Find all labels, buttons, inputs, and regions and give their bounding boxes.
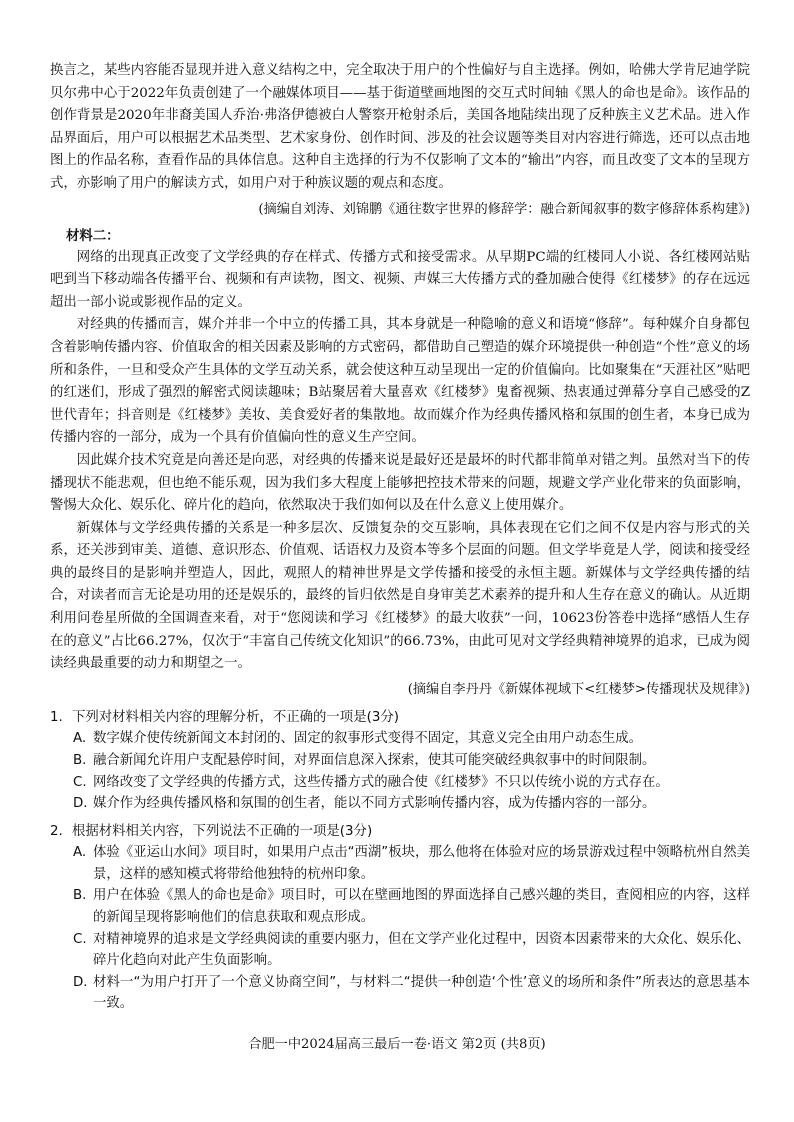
question-1	[50, 707, 750, 815]
option-text: 体验《亚运山水间》项目时，如果用户点击“西湖”板块，那么他将在体验对应的场景游戏过程中领略杭州自然美景，这样的感知模式将带给他独特的杭州印象。	[93, 845, 750, 882]
material2-paragraph: 新媒体与文学经典传播的关系是一种多层次、反馈复杂的交互影响，具体表现在它们之间不仅是内容与形式的关系，还关涉到审美、道德、意识形态、价值观、话语权力及资本等多个层面的问题。但文学毕竟是人学，阅读和接受经典的最终目的是影响并塑造人，因此，观照人的精神世界是文学传播和接受的永恒主题。新媒体与文学经典传播的结合，对读者而言无论是功用的还是娱乐的，最终的旨归依然是自身审美艺术素养的提升和人生存在意义的确认。从近期利用问卷星所做的全国调查来看，对于“您阅读和学习《红楼梦》的最大收获”一问，10623份答卷中选择“感悟人生存在的意义”占比66.27%，仅次于“丰富自己传统文化知识”的66.73%，由此可见对文学经典精神境界的追求，已成为阅读经典最重要的动力和期望之一。	[50, 520, 750, 672]
answer-option	[73, 929, 750, 972]
option-text: 材料一“为用户打开了一个意义协商空间”，与材料二“提供一种创造‘个性’意义的场所和条件”所表达的意思基本一致。	[93, 974, 750, 1012]
question-number: 1.	[50, 709, 63, 725]
option-text: 用户在体验《黑人的命也是命》项目时，可以在壁画地图的界面选择自己感兴趣的类目，查阅相应的内容，这样的新闻呈现将影响他们的信息获取和观点形成。	[93, 888, 750, 925]
option-label: C.	[73, 774, 87, 790]
answer-option	[73, 750, 750, 772]
material2-source: (摘编自李丹丹《新媒体视域下<红楼梦>传播现状及规律》)	[407, 681, 750, 697]
answer-option	[73, 885, 750, 928]
answer-option	[73, 972, 750, 1015]
option-label: B.	[73, 752, 87, 768]
option-text: 对精神境界的追求是文学经典阅读的重要内驱力，但在文学产业化过程中，因资本因素带来的大众化、娱乐化、碎片化趋向对此产生负面影响。	[93, 931, 750, 969]
material1-source: (摘编自刘涛、刘锦鹏《通往数字世界的修辞学：融合新闻叙事的数字修辞体系构建》)	[258, 201, 750, 217]
question-stem	[50, 707, 750, 729]
page-footer: 合肥一中2024届高三最后一卷·语文 第2页 (共8页)	[248, 1037, 546, 1052]
option-label: D.	[73, 974, 88, 990]
option-label: A.	[73, 845, 87, 861]
option-text: 数字媒介使传统新闻文本封闭的、固定的叙事形式变得不固定，其意义完全由用户动态生成。	[93, 731, 643, 747]
option-label: C.	[73, 931, 87, 947]
material1-continuation: 换言之，某些内容能否显现并进入意义结构之中，完全取决于用户的个性偏好与自主选择。例如，哈佛大学肯尼迪学院贝尔弗中心于2022年负责创建了一个融媒体项目——基于街道壁画地图的交互式时间轴《黑人的命也是命》。该作品的创作背景是2020年非裔美国人乔治·弗洛伊德被白人警察开枪射杀后，美国各地陆续出现了反种族主义艺术品。进入作品界面后，用户可以根据艺术品类型、艺术家身份、创作时间、涉及的社会议题等类目对内容进行筛选，还可以点击地图上的作品名称，查看作品的具体信息。这种自主选择的行为不仅影响了文本的“输出”内容，而且改变了文本的呈现方式，亦影响了用户的解读方式，如用户对于种族议题的观点和态度。	[50, 63, 750, 191]
answer-option	[73, 772, 750, 794]
question-2	[50, 821, 750, 1015]
question-number: 2.	[50, 823, 63, 839]
question-text: 下列对材料相关内容的理解分析，不正确的一项是(3分)	[72, 709, 399, 725]
material2-paragraph: 网络的出现真正改变了文学经典的存在样式、传播方式和接受需求。从早期PC端的红楼同人小说、各红楼网站贴吧到当下移动端各传播平台、视频和有声读物，图文、视频、声媒三大传播方式的叠加融合使得《红楼梦》的存在远远超出一部小说或影视作品的定义。	[50, 249, 750, 310]
option-label: B.	[73, 888, 87, 904]
option-label: A.	[73, 731, 87, 747]
option-text: 媒介作为经典传播风格和氛围的创生者，能以不同方式影响传播内容，成为传播内容的一部分。	[93, 796, 656, 812]
material2-paragraph: 因此媒介技术究竟是向善还是向恶，对经典的传播来说是最好还是最坏的时代都非简单对错之判。虽然对当下的传播现状不能悲观，但也绝不能乐观，因为我们多大程度上能够把控技术带来的问题，规避文学产业化带来的负面影响，警惕大众化、娱乐化、碎片化的趋向，依然取决于我们如何以及在什么意义上使用媒介。	[50, 452, 750, 514]
question-stem	[50, 821, 750, 843]
option-text: 融合新闻允许用户支配悬停时间，对界面信息深入探索，使其可能突破经典叙事中的时间限制。	[93, 752, 656, 768]
material2-paragraph: 对经典的传播而言，媒介并非一个中立的传播工具，其本身就是一种隐喻的意义和语境“修辞”。每种媒介自身都包含着影响传播内容、价值取舍的相关因素及影响的方式密码，都借助自己塑造的媒介环境提供一种创造“个性”意义的场所和条件，一旦和受众产生具体的文学互动关系，就会使这种互动呈现出一定的价值偏向。比如聚集在“天涯社区”贴吧的红迷们，形成了强烈的解密式阅读趣味；B站聚居着大量喜欢《红楼梦》鬼畜视频、热衷通过弹幕分享自己感受的Z世代青年；抖音则是《红楼梦》美妆、美食爱好者的集散地。故而媒介作为经典传播风格和氛围的创生者，本身已成为传播内容的一部分，成为一个具有价值偏向性的意义生产空间。	[50, 317, 750, 446]
option-text: 网络改变了文学经典的传播方式，这些传播方式的融合使《红楼梦》不只以传统小说的方式存在。	[93, 774, 669, 790]
answer-option	[73, 842, 750, 885]
question-text: 根据材料相关内容，下列说法不正确的一项是(3分)	[72, 823, 373, 839]
option-label: D.	[73, 796, 88, 812]
material2-heading: 材料二：	[66, 228, 120, 244]
answer-option	[73, 728, 750, 750]
answer-option	[73, 793, 750, 815]
